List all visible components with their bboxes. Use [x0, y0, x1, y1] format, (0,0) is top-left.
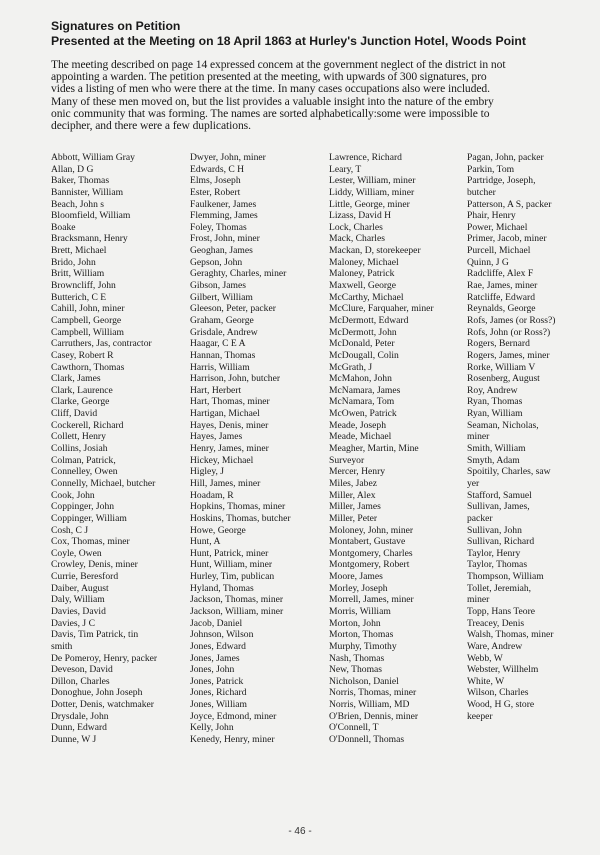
- document-title: Signatures on Petition: [51, 19, 181, 33]
- signatory-entry: Browncliff, John: [51, 280, 116, 292]
- signatory-entry: Nicholson, Daniel: [329, 675, 399, 687]
- signatory-entry: Cockerell, Richard: [51, 419, 124, 431]
- signatory-entry: Colman, Patrick,: [51, 454, 116, 466]
- signatory-entry: Rofs, James (or Ross?): [467, 314, 556, 326]
- signatory-entry: Little, George, miner: [329, 198, 410, 210]
- signatory-entry: Webb, W: [467, 652, 503, 664]
- signatory-entry: Nash, Thomas: [329, 652, 385, 664]
- signatory-entry: Deveson, David: [51, 664, 113, 676]
- signatory-entry: Daly, William: [51, 594, 105, 606]
- signatory-entry: Pagan, John, packer: [467, 152, 544, 163]
- signatory-entry: Topp, Hans Teore: [467, 605, 536, 617]
- signatory-entry: Walsh, Thomas, miner: [467, 629, 554, 641]
- signatory-entry: Morton, Thomas: [329, 629, 394, 641]
- signatory-entry: Joyce, Edmond, miner: [190, 710, 277, 722]
- signatory-entry: Cliff, David: [51, 408, 98, 420]
- signatory-entry: Jacob, Daniel: [190, 617, 243, 629]
- signatory-entry: Sullivan, John: [467, 524, 522, 536]
- signatory-entry: Moore, James: [329, 571, 383, 583]
- signatory-entry: Hunt, William, miner: [190, 559, 273, 571]
- signatory-entry: Davis, Tim Patrick, tin: [51, 629, 139, 641]
- signatory-entry: Thompson, William: [467, 571, 544, 583]
- signatory-entry: Jones, Richard: [190, 687, 247, 699]
- signatory-entry: Sullivan, Richard: [467, 536, 535, 548]
- signatory-entry: Power, Michael: [467, 221, 528, 233]
- signatory-entry: Donoghue, John Joseph: [51, 687, 143, 699]
- signatory-entry: McDougall, Colin: [329, 349, 399, 361]
- signatory-entry: Cahill, John, miner: [51, 303, 125, 315]
- signatory-entry: Taylor, Henry: [467, 547, 521, 559]
- signatory-entry: Higley, J: [190, 466, 225, 478]
- signatory-entry: Jackson, William, miner: [190, 605, 284, 617]
- signatory-entry: Ester, Robert: [190, 186, 241, 198]
- signatory-entry: Abbott, William Gray: [51, 152, 135, 163]
- signatory-entry: Edwards, C H: [190, 163, 245, 175]
- signatory-entry: Ratcliffe, Edward: [467, 291, 536, 303]
- signatory-entry: Smith, William: [467, 443, 526, 455]
- signatory-entry: Bloomfield, William: [51, 210, 131, 222]
- signatory-entry: Harris, William: [190, 361, 250, 373]
- signatory-entry: Faulkener, James: [190, 198, 257, 210]
- signatory-entry: Purcell, Michael: [467, 245, 531, 257]
- signatory-entry: Rogers, James, miner: [467, 349, 550, 361]
- signatory-entry: Hannan, Thomas: [190, 349, 256, 361]
- signatory-entry: Bracksmann, Henry: [51, 233, 128, 245]
- signatory-entry: Gilbert, William: [190, 291, 253, 303]
- signatory-entry: Hayes, Denis, miner: [190, 419, 269, 431]
- signatory-entry: Collins, Josiah: [51, 443, 108, 455]
- signatory-entry: Murphy, Timothy: [329, 640, 397, 652]
- page-number: - 46 -: [288, 826, 312, 837]
- signatory-entry: Dotter, Denis, watchmaker: [51, 699, 154, 711]
- signatory-entry: Wood, H G, store: [467, 699, 535, 711]
- signatory-entry: Coppinger, John: [51, 501, 115, 513]
- signatory-entry: Dunn, Edward: [51, 722, 107, 734]
- signatory-entry: Casey, Robert R: [51, 349, 114, 361]
- signatory-entry: Hartigan, Michael: [190, 408, 260, 420]
- signatory-entry: Connelly, Michael, butcher: [51, 477, 156, 489]
- signatory-entry: Parkin, Tom: [467, 163, 515, 175]
- signatory-entry: Leary, T: [329, 163, 362, 175]
- signatory-entry: Hyland, Thomas: [190, 582, 254, 594]
- signatory-entry: Surveyor: [329, 454, 365, 466]
- signatory-entry: Meade, Joseph: [329, 419, 387, 431]
- signatory-entry: McNamara, Tom: [329, 396, 395, 408]
- signatory-entry: Ware, Andrew: [467, 640, 523, 652]
- signatory-entry: Rofs, John (or Ross?): [467, 326, 551, 338]
- name-column-1: [51, 152, 157, 746]
- signatory-entry: Collett, Henry: [51, 431, 106, 443]
- signatory-entry: Boake: [51, 221, 76, 233]
- signatory-entry: Hopkins, Thomas, miner: [190, 501, 286, 513]
- signatory-entry: Campbell, William: [51, 326, 124, 338]
- signatory-entry: Webster, Willhelm: [467, 664, 539, 676]
- signatory-entry: Rorke, William V: [467, 361, 536, 373]
- signatory-entry: Hurley, Tim, publican: [190, 571, 275, 583]
- signatory-entry: Ryan, Thomas: [467, 396, 523, 408]
- signatory-entry: Mack, Charles: [329, 233, 385, 245]
- signatory-entry: Ryan, William: [467, 408, 523, 420]
- signatory-entry: Mercer, Henry: [329, 466, 386, 478]
- signatory-entry: Meade, Michael: [329, 431, 392, 443]
- signatory-entry: Sullivan, James,: [467, 501, 530, 513]
- signatory-entry: Clarke, George: [51, 396, 110, 408]
- signatory-entry: McClure, Farquaher, miner: [329, 303, 434, 315]
- signatory-entry: Cosh, C J: [51, 524, 89, 536]
- signatory-entry: Gepson, John: [190, 256, 243, 268]
- signatory-entry: butcher: [467, 186, 496, 198]
- signatory-entry: McDermott, John: [329, 326, 397, 338]
- signatory-entry: Treacey, Denis: [467, 617, 525, 629]
- signatory-entry: Gleeson, Peter, packer: [190, 303, 276, 315]
- signatory-entry: Hickey, Michael: [190, 454, 254, 466]
- signatory-entry: Morrell, James, miner: [329, 594, 414, 606]
- signatory-entry: Jones, William: [190, 699, 247, 711]
- signatory-entry: Elms, Joseph: [190, 175, 241, 187]
- signatory-entry: Jones, John: [190, 664, 235, 676]
- name-column-2: [190, 152, 291, 746]
- signatory-entry: Maxwell, George: [329, 280, 396, 292]
- document-subtitle: Presented at the Meeting on 18 April 1863 at Hurley's Junction Hotel, Woods Point: [51, 34, 526, 48]
- signatory-entry: Geraghty, Charles, miner: [190, 268, 287, 280]
- signatory-entry: Jones, Edward: [190, 640, 246, 652]
- intro-line: Many of these men moved on, but the list provides a valuable insight into the nature of the embry: [51, 94, 494, 108]
- signatory-entry: Lock, Charles: [329, 221, 383, 233]
- signatory-entry: Phair, Henry: [467, 210, 516, 222]
- intro-line: appointing a warden. The petition presented at the meeting, with upwards of 300 signatures, pro: [51, 70, 487, 84]
- signatory-entry: Davies, J C: [51, 617, 95, 629]
- signatory-entry: Seaman, Nicholas,: [467, 419, 539, 431]
- signatory-entry: Rae, James, miner: [467, 280, 538, 292]
- signatory-entry: Liddy, William, miner: [329, 186, 415, 198]
- signatory-entry: Daiber, August: [51, 582, 109, 594]
- signatory-entry: Roy, Andrew: [467, 384, 518, 396]
- signatory-entry: Cawthorn, Thomas: [51, 361, 125, 373]
- signatory-entry: Howe, George: [190, 524, 246, 536]
- signatory-entry: Miller, Peter: [329, 512, 378, 524]
- signatory-entry: O'Donnell, Thomas: [329, 734, 405, 746]
- signatory-entry: McDonald, Peter: [329, 338, 395, 350]
- signatory-entry: Reynalds, George: [467, 303, 536, 315]
- signatory-entry: Miles, Jabez: [329, 477, 377, 489]
- signatory-entry: Jones, James: [190, 652, 240, 664]
- signatory-entry: Flemming, James: [190, 210, 258, 222]
- intro-line: onic community that was forming. The names are sorted alphabetically:some were impossible to: [51, 106, 490, 120]
- signatory-entry: O'Brien, Dennis, miner: [329, 710, 419, 722]
- signatory-entry: Quinn, J G: [467, 256, 509, 268]
- signatory-entry: miner: [467, 431, 490, 443]
- signatory-entry: Clark, Laurence: [51, 384, 113, 396]
- signatory-entry: Moloney, John, miner: [329, 524, 414, 536]
- signatory-entry: Hart, Herbert: [190, 384, 242, 396]
- signatory-entry: Britt, William: [51, 268, 105, 280]
- signatory-entry: Campbell, George: [51, 314, 122, 326]
- signatory-entry: Currie, Beresford: [51, 571, 119, 583]
- signatory-entry: Norris, William, MD: [329, 699, 410, 711]
- intro-line: decipher, and there were a few duplications.: [51, 119, 251, 133]
- signatory-entry: Mackan, D, storekeeper: [329, 245, 421, 257]
- intro-paragraph: [51, 59, 571, 132]
- signatory-entry: Jackson, Thomas, miner: [190, 594, 284, 606]
- signatory-entry: Graham, George: [190, 314, 254, 326]
- signatory-entry: Stafford, Samuel: [467, 489, 532, 501]
- signatory-entry: Butterich, C E: [51, 291, 107, 303]
- signatory-entry: Miller, James: [329, 501, 381, 513]
- signatory-entry: Dunne, W J: [51, 734, 97, 746]
- signatory-entry: Partridge, Joseph,: [467, 175, 536, 187]
- signatory-entry: Beach, John s: [51, 198, 105, 210]
- signatory-entry: Clark, James: [51, 373, 101, 385]
- signatory-entry: Lizass, David H: [329, 210, 392, 222]
- signatory-entry: Hart, Thomas, miner: [190, 396, 270, 408]
- signatory-entry: Kelly, John: [190, 722, 234, 734]
- signatory-entry: Norris, Thomas, miner: [329, 687, 417, 699]
- signatory-entry: Lawrence, Richard: [329, 152, 402, 163]
- signatory-entry: Connelley, Owen: [51, 466, 118, 478]
- signatory-entry: keeper: [467, 710, 493, 722]
- signatory-entry: Spoitily, Charles, saw: [467, 466, 551, 478]
- signatory-entry: Radcliffe, Alex F: [467, 268, 534, 280]
- signatory-entry: Harrison, John, butcher: [190, 373, 281, 385]
- signatory-entry: Haagar, C E A: [190, 338, 246, 350]
- signatory-entry: packer: [467, 512, 493, 524]
- signatory-entry: Geoghan, James: [190, 245, 253, 257]
- signatory-entry: New, Thomas: [329, 664, 383, 676]
- signatory-entry: Montgomery, Robert: [329, 559, 410, 571]
- signatory-entry: Carruthers, Jas, contractor: [51, 338, 152, 350]
- intro-line: vides a listing of men who were there at the time. In many cases occupations also were included.: [51, 82, 490, 96]
- signatory-entry: Davies, David: [51, 605, 106, 617]
- signatory-entry: Patterson, A S, packer: [467, 198, 552, 210]
- signatory-entry: Cook, John: [51, 489, 95, 501]
- signatory-entry: Hill, James, miner: [190, 477, 261, 489]
- signatory-entry: Morris, William: [329, 605, 391, 617]
- signatory-entry: McCarthy, Michael: [329, 291, 404, 303]
- name-column-4: [467, 152, 555, 722]
- signatory-entry: yer: [467, 477, 480, 489]
- signatory-entry: Maloney, Michael: [329, 256, 399, 268]
- signatory-entry: Tollet, Jeremiah,: [467, 582, 532, 594]
- signatory-entry: Lester, William, miner: [329, 175, 416, 187]
- signatory-entry: miner: [467, 594, 490, 606]
- signatory-entry: Miller, Alex: [329, 489, 376, 501]
- signatory-entry: Maloney, Patrick: [329, 268, 395, 280]
- signatory-entry: McOwen, Patrick: [329, 408, 397, 420]
- signatory-entry: Coyle, Owen: [51, 547, 102, 559]
- signatory-entry: Wilson, Charles: [467, 687, 529, 699]
- signatory-entry: Primer, Jacob, miner: [467, 233, 547, 245]
- signatory-entry: McDermott, Edward: [329, 314, 409, 326]
- signatory-entry: Johnson, Wilson: [190, 629, 254, 641]
- signatory-entry: Meagher, Martin, Mine: [329, 443, 419, 455]
- signatory-entry: Hoskins, Thomas, butcher: [190, 512, 291, 524]
- signatory-entry: Drysdale, John: [51, 710, 109, 722]
- signatory-entry: Frost, John, miner: [190, 233, 260, 245]
- intro-line: The meeting described on page 14 expressed concem at the government neglect of the district in not: [51, 58, 506, 71]
- signatory-entry: Coppinger, William: [51, 512, 127, 524]
- signatory-entry: smith: [51, 640, 73, 652]
- signatory-entry: Cox, Thomas, miner: [51, 536, 130, 548]
- signatory-entry: Dwyer, John, miner: [190, 152, 266, 163]
- signatory-entry: Morton, John: [329, 617, 381, 629]
- signatory-entry: Hunt, Patrick, miner: [190, 547, 269, 559]
- signatory-entry: Smyth, Adam: [467, 454, 520, 466]
- document-page: [51, 19, 571, 746]
- signatory-entry: Hunt, A: [190, 536, 221, 548]
- signatory-entry: Rosenberg, August: [467, 373, 540, 385]
- signatory-entry: Montabert, Gustave: [329, 536, 406, 548]
- signatory-entry: Henry, James, miner: [190, 443, 269, 455]
- signatory-entry: Brido, John: [51, 256, 96, 268]
- signatory-entry: Montgomery, Charles: [329, 547, 413, 559]
- signatory-entry: Gibson, James: [190, 280, 246, 292]
- signatory-entry: Jones, Patrick: [190, 675, 244, 687]
- signatory-entry: Hoadam, R: [190, 489, 234, 501]
- signatory-entry: Crowley, Denis, miner: [51, 559, 138, 571]
- signatory-entry: McMahon, John: [329, 373, 392, 385]
- signatory-entry: Bannister, William: [51, 186, 124, 198]
- signatory-entry: Kenedy, Henry, miner: [190, 734, 275, 746]
- signatory-entry: De Pomeroy, Henry, packer: [51, 652, 158, 664]
- signatory-entry: Foley, Thomas: [190, 221, 247, 233]
- name-column-3: [329, 152, 434, 746]
- signatory-entry: Grisdale, Andrew: [190, 326, 258, 338]
- signatory-entry: Baker, Thomas: [51, 175, 110, 187]
- signatory-entry: Hayes, James: [190, 431, 243, 443]
- signatory-entry: Brett, Michael: [51, 245, 107, 257]
- signatory-entry: Dillon, Charles: [51, 675, 110, 687]
- signatory-entry: McNamara, James: [329, 384, 401, 396]
- signatory-entry: O'Connell, T: [329, 722, 379, 734]
- signatory-entry: White, W: [467, 675, 505, 687]
- signatory-entry: Morley, Joseph: [329, 582, 388, 594]
- signatory-entry: Rogers, Bernard: [467, 338, 530, 350]
- signatory-entry: McGrath, J: [329, 361, 373, 373]
- signatory-entry: Taylor, Thomas: [467, 559, 528, 571]
- signatory-entry: Allan, D G: [51, 163, 94, 175]
